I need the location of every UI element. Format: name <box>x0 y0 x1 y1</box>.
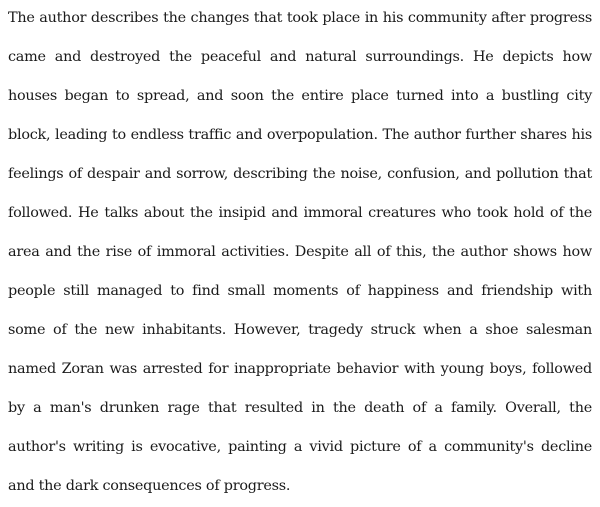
paragraph-line: some of the new inhabitants. However, tragedy struck when a shoe salesman <box>8 322 592 338</box>
paragraph-line: feelings of despair and sorrow, describing the noise, confusion, and pollution that <box>8 166 592 182</box>
paragraph-line: houses began to spread, and soon the entire place turned into a bustling city <box>8 88 592 104</box>
paragraph-line: followed. He talks about the insipid and immoral creatures who took hold of the <box>8 205 592 221</box>
paragraph-line: by a man's drunken rage that resulted in the death of a family. Overall, the <box>8 400 592 416</box>
paragraph-line: came and destroyed the peaceful and natural surroundings. He depicts how <box>8 49 592 65</box>
paragraph-line: named Zoran was arrested for inappropriate behavior with young boys, followed <box>8 361 592 377</box>
paragraph-line: block, leading to endless traffic and overpopulation. The author further shares his <box>8 127 592 143</box>
paragraph-line: The author describes the changes that took place in his community after progress <box>8 10 592 26</box>
paragraph-line: area and the rise of immoral activities. Despite all of this, the author shows how <box>8 244 592 260</box>
paragraph-line: and the dark consequences of progress. <box>8 478 291 494</box>
paragraph-line: author's writing is evocative, painting a vivid picture of a community's decline <box>8 439 592 455</box>
paragraph-line: people still managed to find small moments of happiness and friendship with <box>8 283 592 299</box>
